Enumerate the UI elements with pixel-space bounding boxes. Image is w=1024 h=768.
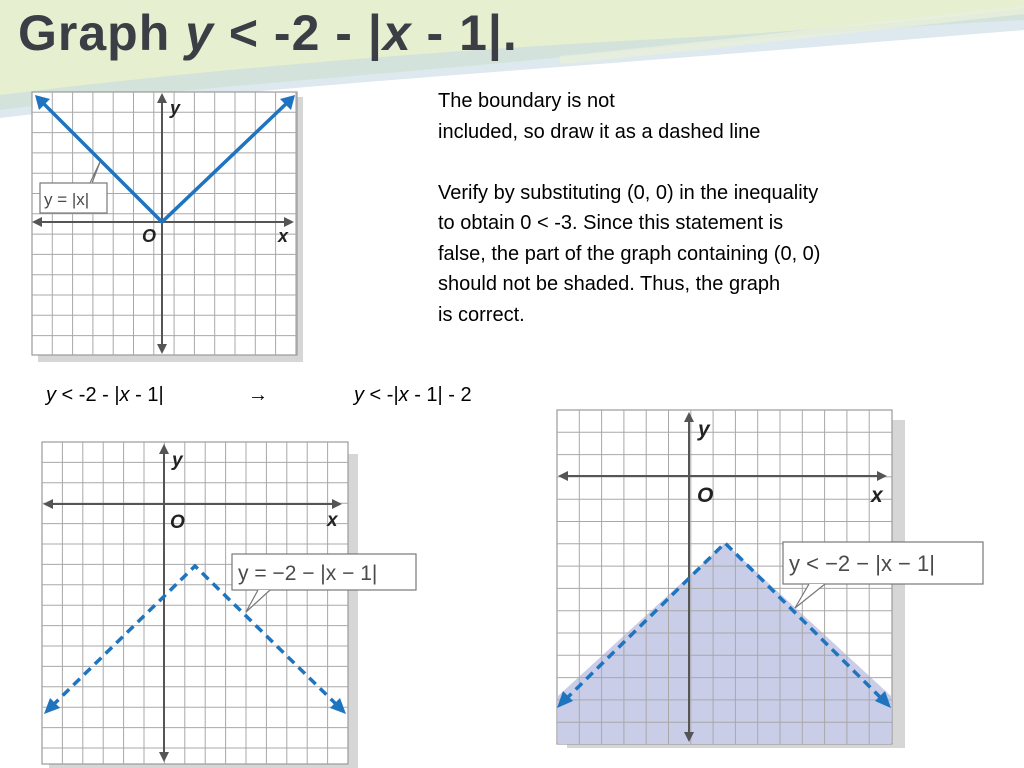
callout-label: y = −2 − |x − 1| xyxy=(238,562,378,585)
origin-label: O xyxy=(697,484,714,507)
explanation-line: to obtain 0 < -3. Since this statement is xyxy=(438,212,784,234)
explanation-line: included, so draw it as a dashed line xyxy=(438,120,761,143)
explanation-text xyxy=(438,86,998,330)
x-axis-label: x xyxy=(327,510,338,531)
graph-shaded-solution-svg xyxy=(555,408,935,748)
y-axis-label: y xyxy=(172,450,183,471)
explanation-line: should not be shaded. Thus, the graph xyxy=(438,273,781,295)
callout-label: y = |x| xyxy=(44,190,90,209)
origin-label: O xyxy=(170,512,185,533)
x-axis-label: x xyxy=(871,484,883,507)
explanation-line: is correct. xyxy=(438,303,525,326)
origin-label: O xyxy=(142,226,157,246)
graph-shaded-solution xyxy=(555,408,935,748)
graph-absolute-value-svg xyxy=(30,90,305,362)
page-title: Graph y < -2 - |x - 1|. xyxy=(18,5,518,61)
rewritten-inequality: y < -|x - 1| - 2 xyxy=(354,384,472,406)
y-axis-label: y xyxy=(170,98,181,118)
arrow-icon: → xyxy=(248,384,268,406)
graph-dashed-boundary xyxy=(40,440,378,768)
y-axis-label: y xyxy=(698,418,710,441)
graph-dashed-boundary-svg xyxy=(40,440,378,768)
original-inequality: y < -2 - |x - 1| xyxy=(46,384,164,406)
graph-absolute-value xyxy=(30,90,305,362)
explanation-line: The boundary is not xyxy=(438,90,615,112)
explanation-line: Verify by substituting (0, 0) in the inequality xyxy=(438,181,819,204)
grid-frame xyxy=(42,442,348,764)
callout-label: y < −2 − |x − 1| xyxy=(789,551,935,576)
explanation-line: false, the part of the graph containing (0, 0) xyxy=(438,242,821,265)
equation-rewrite-row xyxy=(0,384,600,414)
x-axis-label: x xyxy=(278,226,289,246)
